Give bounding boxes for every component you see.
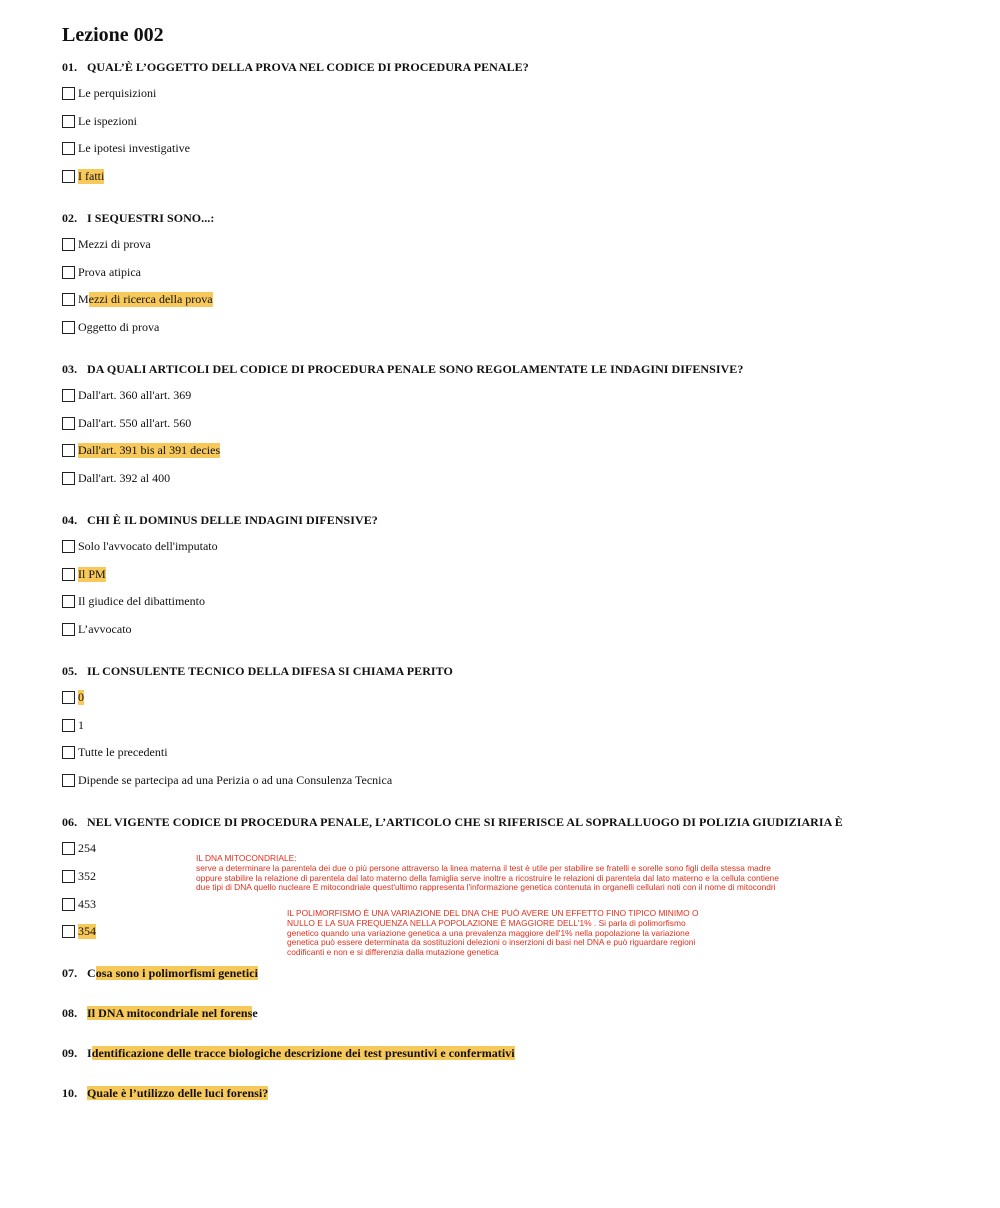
option-02-a [62,236,151,252]
option-02-d [62,319,159,335]
checkbox[interactable] [62,444,75,457]
note-line: NULLO E LA SUA FREQUENZA NELLA POPOLAZIONE È MAGGIORE DELL'1% . Si parla di polimorfismo [287,917,686,928]
question-text: QUAL’È L’OGGETTO DELLA PROVA NEL CODICE DI PROCEDURA PENALE? [87,60,529,74]
checkbox[interactable] [62,842,75,855]
option-label: M [78,291,89,306]
question-number: 05. [62,664,78,678]
option-label: 352 [78,868,96,883]
option-label: Tutte le precedenti [78,744,168,759]
checkbox[interactable] [62,595,75,608]
option-04-a [62,538,218,554]
option-highlight: 0 [78,689,84,704]
checkbox[interactable] [62,389,75,402]
option-04-d [62,621,132,637]
option-06-c [62,896,96,912]
checkbox[interactable] [62,623,75,636]
option-04-c [62,593,205,609]
option-label: Le ipotesi investigative [78,140,190,155]
checkbox[interactable] [62,293,75,306]
checkbox[interactable] [62,87,75,100]
option-highlight: I fatti [78,168,105,183]
question-number: 06. [62,815,78,829]
option-label: 254 [78,840,96,855]
note-line: genetica può essere determinata da sostituzioni delezioni o inserzioni di basi nel DNA e può riguardare regioni [287,937,696,948]
option-02-b [62,264,141,280]
question-05 [62,664,453,679]
question-10 [62,1086,268,1101]
checkbox[interactable] [62,774,75,787]
question-04 [62,513,378,528]
option-03-a [62,387,191,403]
option-05-c [62,744,168,760]
note-polimorfismo [287,909,699,958]
note-line: IL DNA MITOCONDRIALE: [196,853,297,863]
question-06 [62,815,843,830]
option-03-d [62,470,170,486]
option-label: Solo l'avvocato dell'imputato [78,538,218,553]
option-05-d [62,772,392,788]
question-08 [62,1006,258,1021]
question-number: 01. [62,60,78,74]
option-04-b [62,566,106,582]
question-number: 08. [62,1006,78,1020]
option-highlight: ezzi di ricerca della prova [88,291,213,306]
question-number: 07. [62,966,78,980]
option-label: Dall'art. 550 all'art. 560 [78,415,192,430]
checkbox[interactable] [62,142,75,155]
checkbox[interactable] [62,925,75,938]
question-highlight: osa sono i polimorfismi genetici [95,966,258,980]
option-label: Prova atipica [78,264,141,279]
question-07 [62,966,258,981]
note-line: due tipi di DNA quello nucleare E mitocondriale quest'ultimo rappresenta l'informazione genetica contenuta in organelli cellulari noti con il nome di mitocondri [196,882,776,893]
option-03-c [62,442,220,458]
question-number: 02. [62,211,78,225]
question-text: DA QUALI ARTICOLI DEL CODICE DI PROCEDURA PENALE SONO REGOLAMENTATE LE INDAGINI DIFENSIVE? [87,362,744,376]
option-02-c [62,291,213,307]
option-05-a [62,689,84,705]
note-line: genetico quando una variazione genetica a una prevalenza maggiore dell'1% nella popolazione la variazione [287,927,690,938]
checkbox[interactable] [62,417,75,430]
checkbox[interactable] [62,170,75,183]
checkbox[interactable] [62,115,75,128]
option-highlight: 354 [78,923,96,938]
option-label: Le perquisizioni [78,85,157,100]
question-number: 09. [62,1046,78,1060]
question-03 [62,362,743,377]
option-label: 453 [78,896,96,911]
page-title: Lezione 002 [62,24,164,46]
question-text: CHI È IL DOMINUS DELLE INDAGINI DIFENSIVE? [87,513,378,527]
option-01-d [62,168,104,184]
note-dna-mitocondriale [196,854,779,893]
checkbox[interactable] [62,540,75,553]
question-highlight: Il DNA mitocondriale nel forens [87,1006,253,1020]
checkbox[interactable] [62,691,75,704]
option-label: Dipende se partecipa ad una Perizia o ad una Consulenza Tecnica [78,772,393,787]
note-line: serve a determinare la parentela dei due o più persone attraverso la linea materna il test è utile per stabilire se fratelli e sorelle sono figli della stessa madre [196,862,771,873]
option-01-b [62,113,137,129]
option-06-b [62,868,96,884]
checkbox[interactable] [62,898,75,911]
question-text: I SEQUESTRI SONO...: [87,211,215,225]
question-text: I [87,1046,92,1060]
option-06-a [62,840,96,856]
question-number: 03. [62,362,78,376]
checkbox[interactable] [62,238,75,251]
question-02 [62,211,214,226]
question-number: 10. [62,1086,78,1100]
option-01-a [62,85,156,101]
option-label: Dall'art. 360 all'art. 369 [78,387,192,402]
checkbox[interactable] [62,472,75,485]
option-label: 1 [78,717,84,732]
option-label: Il giudice del dibattimento [78,593,205,608]
question-text: e [252,1006,258,1020]
option-label: Oggetto di prova [78,319,160,334]
option-06-d [62,923,96,939]
note-line: IL POLIMORFISMO È UNA VARIAZIONE DEL DNA CHE PUÒ AVERE UN EFFETTO FINO TIPICO MINIMO O [287,908,699,918]
option-label: Mezzi di prova [78,236,151,251]
option-label: Dall'art. 392 al 400 [78,470,171,485]
option-highlight: Dall'art. 391 bis al 391 decies [78,442,221,457]
question-text: IL CONSULENTE TECNICO DELLA DIFESA SI CHIAMA PERITO [87,664,453,678]
option-highlight: Il PM [78,566,106,581]
checkbox[interactable] [62,321,75,334]
question-09 [62,1046,515,1061]
question-highlight: Quale è l’utilizzo delle luci forensi? [87,1086,269,1100]
option-label: L’avvocato [78,621,132,636]
option-05-b [62,717,84,733]
note-line: oppure stabilire la relazione di parentela dal lato materno della famiglia serve inoltre a ricostruire le relazioni di parentela dal lato materno e la cellula contiene [196,872,779,883]
note-line: codificanti e non e si differenzia dalla mutazione genetica [287,947,499,958]
question-01 [62,60,529,75]
question-number: 04. [62,513,78,527]
question-highlight: dentificazione delle tracce biologiche descrizione dei test presuntivi e confermativi [91,1046,515,1060]
checkbox[interactable] [62,870,75,883]
checkbox[interactable] [62,568,75,581]
checkbox[interactable] [62,746,75,759]
option-03-b [62,415,191,431]
option-01-c [62,140,190,156]
question-text: C [87,966,96,980]
question-text: NEL VIGENTE CODICE DI PROCEDURA PENALE, L’ARTICOLO CHE SI RIFERISCE AL SOPRALLUOGO DI POLIZIA GIUDIZIARIA È [87,815,843,829]
option-label: Le ispezioni [78,113,137,128]
checkbox[interactable] [62,719,75,732]
checkbox[interactable] [62,266,75,279]
